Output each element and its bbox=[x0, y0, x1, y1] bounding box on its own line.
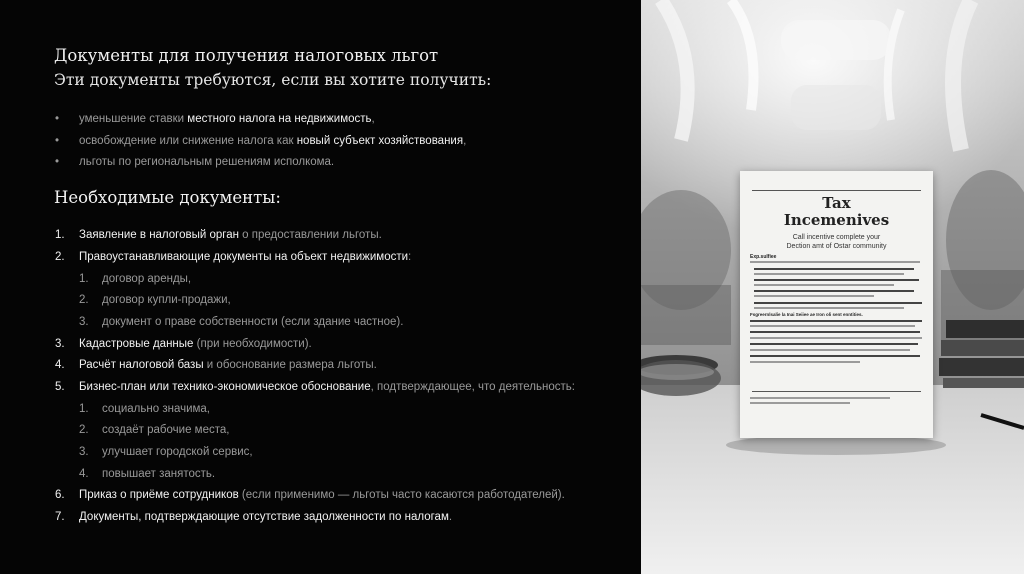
list-item bbox=[79, 229, 382, 241]
item-text: (при необходимости). bbox=[193, 338, 312, 350]
paper-top-rule bbox=[752, 190, 921, 191]
paper-text-line bbox=[750, 349, 910, 351]
tax-document-paper bbox=[740, 171, 933, 438]
item-number: 3. bbox=[55, 338, 65, 350]
list-item bbox=[79, 381, 575, 393]
item-number: 6. bbox=[55, 489, 65, 501]
list-item bbox=[79, 113, 375, 125]
sub-list-item: создаёт рабочие места, bbox=[102, 424, 230, 436]
paper-text-line bbox=[754, 268, 914, 270]
list-item bbox=[79, 251, 411, 263]
item-highlight: новый субъект хозяйствования bbox=[296, 135, 464, 147]
paper-text-line bbox=[750, 320, 922, 322]
list-item bbox=[79, 135, 466, 147]
item-highlight: местного налога на недвижимость bbox=[187, 113, 372, 125]
sub-item-number: 2. bbox=[79, 424, 89, 436]
item-highlight: Документы, подтверждающие отсутствие задолженности по налогам bbox=[79, 511, 449, 523]
item-number: 7. bbox=[55, 511, 65, 523]
sub-list-item: договор купли-продажи, bbox=[102, 294, 231, 306]
paper-text-line bbox=[754, 279, 919, 281]
paper-title-line2: Incemenives bbox=[783, 211, 890, 229]
paper-text-line bbox=[750, 361, 860, 363]
paper-section-label: Exp.sulfiee bbox=[750, 254, 777, 260]
item-text-end: , bbox=[371, 113, 375, 125]
paper-text-line bbox=[750, 331, 920, 333]
item-highlight: Приказ о приёме сотрудников bbox=[79, 489, 239, 501]
item-text: льготы по региональным решениям исполкома. bbox=[79, 156, 335, 168]
paper-text-line bbox=[750, 337, 922, 339]
item-number: 4. bbox=[55, 359, 65, 371]
sub-item-number: 4. bbox=[79, 468, 89, 480]
bullet-marker: • bbox=[55, 113, 60, 125]
sub-item-number: 2. bbox=[79, 294, 89, 306]
item-text: освобождение или снижение налога как bbox=[79, 135, 297, 147]
list-item bbox=[79, 156, 334, 168]
paper-footer-rule bbox=[752, 391, 921, 392]
paper-text-line bbox=[754, 302, 922, 304]
sub-list-item: улучшает городской сервис, bbox=[102, 446, 253, 458]
paper-text-line bbox=[750, 397, 890, 399]
paper-text-line bbox=[754, 307, 904, 309]
item-number: 5. bbox=[55, 381, 65, 393]
item-highlight: Бизнес-план или технико-экономическое обоснование bbox=[79, 381, 371, 393]
list-item bbox=[79, 338, 312, 350]
sub-list-item: документ о праве собственности (если здание частное). bbox=[102, 316, 404, 328]
item-text: (если применимо — льготы часто касаются работодателей). bbox=[238, 489, 565, 501]
photo-panel bbox=[641, 0, 1024, 574]
paper-text-line bbox=[754, 284, 894, 286]
sub-item-number: 1. bbox=[79, 403, 89, 415]
paper-text-line bbox=[750, 261, 920, 263]
item-number: 1. bbox=[55, 229, 65, 241]
paper-text-line bbox=[754, 295, 874, 297]
paper-title-line1: Tax bbox=[822, 194, 851, 212]
paper-body-label: Fsgreernlsalie la Inai Seiiee ae Iron oli sent enntities. bbox=[750, 312, 863, 317]
paper-text-line bbox=[754, 290, 914, 292]
page-subtitle: Эти документы требуются, если вы хотите получить: bbox=[54, 71, 492, 89]
item-highlight: Заявление в налоговый орган bbox=[79, 229, 239, 241]
item-text: , подтверждающее, что деятельность: bbox=[370, 381, 575, 393]
section-title: Необходимые документы: bbox=[54, 188, 281, 207]
item-text-end: , bbox=[463, 135, 467, 147]
sub-list-item: повышает занятость. bbox=[102, 468, 216, 480]
bullet-marker: • bbox=[55, 135, 60, 147]
item-highlight: Правоустанавливающие документы на объект недвижимости bbox=[79, 251, 409, 263]
list-item bbox=[79, 359, 377, 371]
item-text: : bbox=[408, 251, 412, 263]
sub-item-number: 3. bbox=[79, 446, 89, 458]
item-highlight: Кадастровые данные bbox=[79, 338, 194, 350]
sub-list-item: договор аренды, bbox=[102, 273, 192, 285]
paper-text-line bbox=[754, 273, 904, 275]
bullet-marker: • bbox=[55, 156, 60, 168]
item-text: уменьшение ставки bbox=[79, 113, 188, 125]
paper-subtitle-line2: Dection amt of Ostar community bbox=[786, 243, 887, 250]
paper-text-line bbox=[750, 325, 915, 327]
paper-subtitle-line1: Call incentive complete your bbox=[792, 234, 881, 241]
sub-list-item: социально значима, bbox=[102, 403, 211, 415]
paper-text-line bbox=[750, 343, 918, 345]
sub-item-number: 3. bbox=[79, 316, 89, 328]
item-text: . bbox=[448, 511, 453, 523]
paper-text-line bbox=[750, 402, 850, 404]
list-item bbox=[79, 489, 565, 501]
page-title: Документы для получения налоговых льгот bbox=[54, 46, 439, 65]
paper-text-line bbox=[750, 355, 920, 357]
list-item bbox=[79, 511, 452, 523]
item-highlight: Расчёт налоговой базы bbox=[79, 359, 204, 371]
item-text: и обоснование размера льготы. bbox=[203, 359, 377, 371]
sub-item-number: 1. bbox=[79, 273, 89, 285]
item-number: 2. bbox=[55, 251, 65, 263]
item-text: о предоставлении льготы. bbox=[238, 229, 382, 241]
